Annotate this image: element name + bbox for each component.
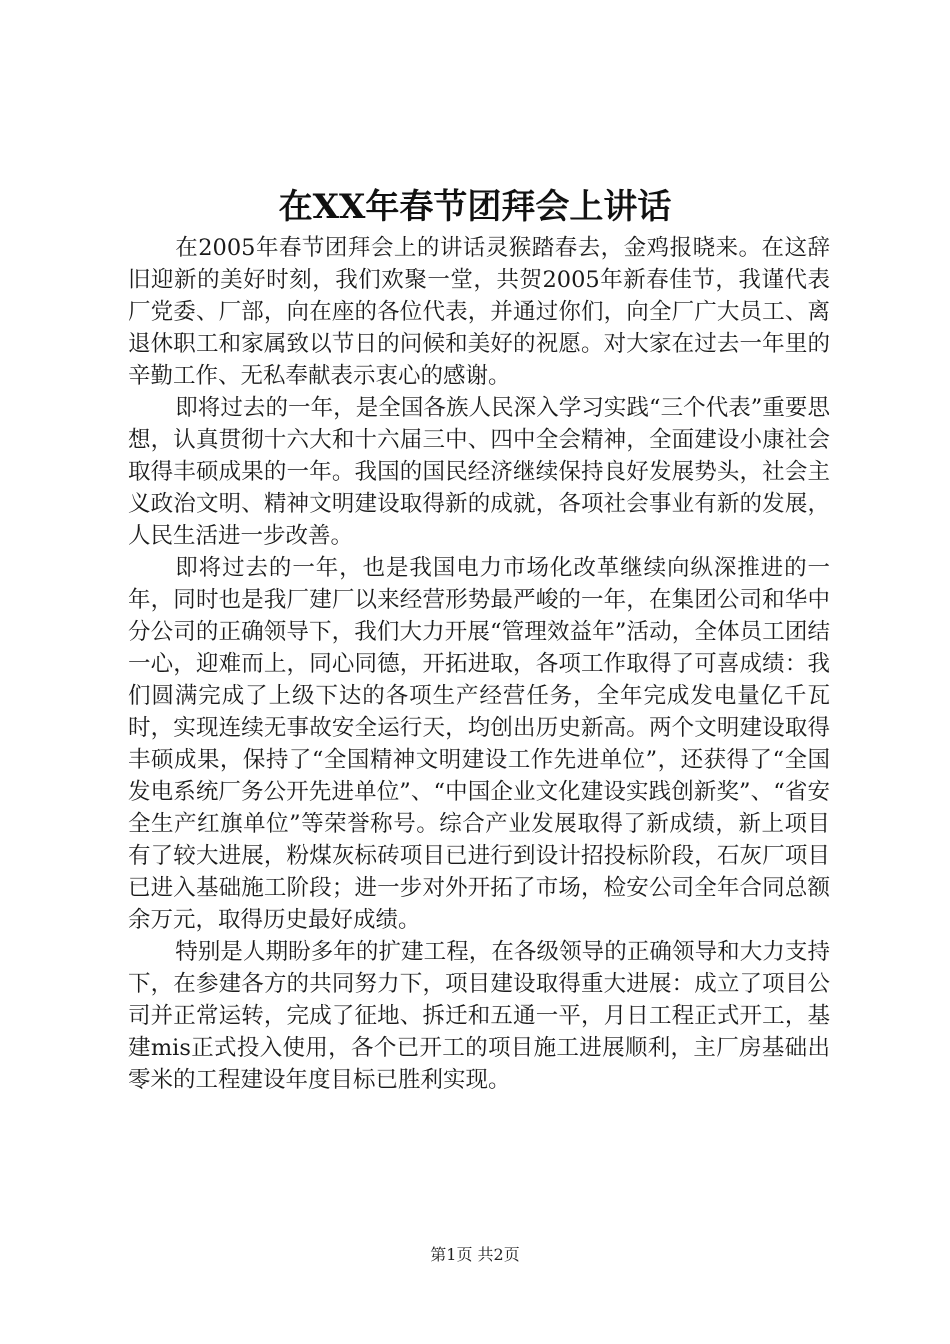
page-number-footer: 第1页 共2页	[430, 1245, 520, 1264]
paragraph-4: 特别是人期盼多年的扩建工程，在各级领导的正确领导和大力支持下，在参建各方的共同努力下，项目建设取得重大进展：成立了项目公司并正常运转，完成了征地、拆迁和五通一平，月日工程正式开工，基建mis正式投入使用，各个已开工的项目施工进展顺利，主厂房基础出零米的工程建设年度目标已胜利实现。	[128, 939, 830, 1093]
paragraph-3: 即将过去的一年，也是我国电力市场化改革继续向纵深推进的一年，同时也是我厂建厂以来经营形势最严峻的一年，在集团公司和华中分公司的正确领导下，我们大力开展“管理效益年”活动，全体员工团结一心，迎难而上，同心同德，开拓进取，各项工作取得了可喜成绩：我们圆满完成了上级下达的各项生产经营任务，全年完成发电量亿千瓦时，实现连续无事故安全运行天，均创出历史新高。两个文明建设取得丰硕成果，保持了“全国精神文明建设工作先进单位”，还获得了“全国发电系统厂务公开先进单位”、“中国企业文化建设实践创新奖”、“省安全生产红旗单位”等荣誉称号。综合产业发展取得了新成绩，新上项目有了较大进展，粉煤灰标砖项目已进行到设计招投标阶段，石灰厂项目已进入基础施工阶段；进一步对外开拓了市场，检安公司全年合同总额余万元，取得历史最好成绩。	[128, 555, 830, 933]
paragraph-2: 即将过去的一年，是全国各族人民深入学习实践“三个代表”重要思想，认真贯彻十六大和十六届三中、四中全会精神，全面建设小康社会取得丰硕成果的一年。我国的国民经济继续保持良好发展势头，社会主义政治文明、精神文明建设取得新的成就，各项社会事业有新的发展，人民生活进一步改善。	[128, 395, 830, 549]
document-title: 在XX年春节团拜会上讲话	[278, 187, 672, 227]
document-body	[128, 232, 830, 1096]
paragraph-1: 在2005年春节团拜会上的讲话灵猴踏春去，金鸡报晓来。在这辞旧迎新的美好时刻，我们欢聚一堂，共贺2005年新春佳节，我谨代表厂党委、厂部，向在座的各位代表，并通过你们，向全厂广大员工、离退休职工和家属致以节日的问候和美好的祝愿。对大家在过去一年里的辛勤工作、无私奉献表示衷心的感谢。	[128, 235, 830, 389]
